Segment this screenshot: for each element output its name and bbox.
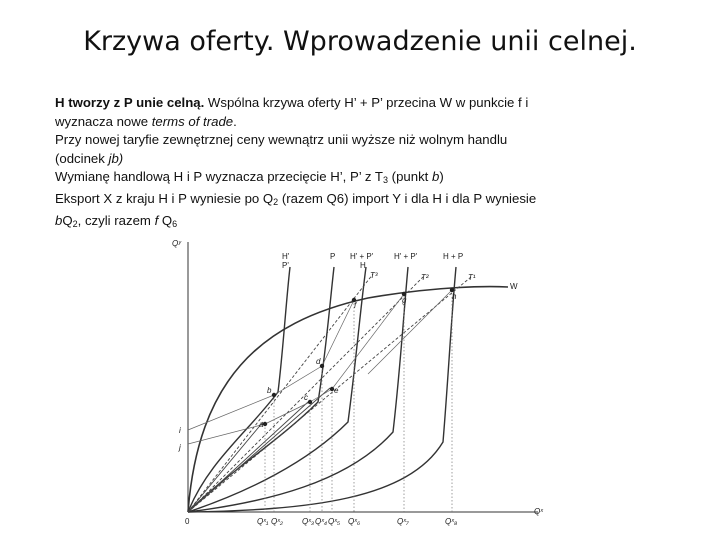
text-italic: b [432,169,440,185]
x-tick-q3: Qˣ₃ [302,517,315,526]
ray-to-c [188,402,308,512]
text-span: (odcinek [55,150,109,166]
line-g-h [368,290,452,374]
curve-label-w: W [510,282,518,291]
x-tick-q1: Qˣ₁ [257,517,269,526]
text-span: (razem Q6) import Y i dla H i dla P wyniesie [278,190,537,206]
point-label-i: i [179,426,181,435]
text-line-6 [55,190,665,212]
points [263,288,454,426]
point-a [263,422,267,426]
text-span: Wspólna krzywa oferty H’ + P’ przecina W w punkcie f i [204,95,529,110]
curve-label-hp: H + P [443,252,464,261]
text-italic: jb) [108,150,124,166]
offer-curve-diagram [168,232,568,530]
curve-label-p: P [330,252,336,261]
helper-lines [188,290,452,444]
text-span: ) [439,169,444,185]
x-tick-q5: Qˣ₅ [328,517,341,526]
curve-label-p-prime-bottom: P' [282,261,289,270]
x-axis-label: Qˣ [534,507,543,516]
point-label-d: d [316,357,321,366]
text-span: Eksport X z kraju H i P wyniesie po Q [55,190,274,206]
text-subscript: 2 [72,218,78,229]
text-span: Q [62,212,73,228]
x-tick-labels [257,517,458,526]
point-label-h: h [452,292,457,301]
text-line-4 [55,150,665,169]
point-b [272,393,276,397]
curve-p [188,267,334,512]
text-span: wyznacza nowe [55,113,152,129]
text-span: . [233,113,237,129]
text-line-3: Przy nowej taryfie zewnętrznej ceny wewnątrz unii wyższe niż wolnym handlu [55,132,508,148]
line-b-d [274,366,322,395]
point-label-f: f [354,301,357,310]
x-tick-q4: Qˣ₄ [315,517,328,526]
text-line-1 [55,94,665,113]
text-italic: f [154,212,159,228]
curve-label-h-prime-top: H' [282,252,290,261]
curve-w [188,287,508,512]
x-tick-q2: Qˣ₂ [271,517,283,526]
tot-label-t2: T² [421,273,429,282]
solid-rays [188,388,330,512]
x-tick-q8: Qˣ₈ [445,517,458,526]
curve-label-h: H [360,261,366,270]
slide-title: Krzywa oferty. Wprowadzenie unii celnej. [83,26,637,57]
text-span: , czyli razem [77,212,155,228]
tot-label-t3: T³ [370,271,378,280]
point-label-b: b [267,386,272,395]
curve-label-hp-prime-sum: H' + P' [350,252,374,261]
drop-lines [265,290,452,512]
y-axis-label: Qʸ [172,239,182,248]
curve-hp-prime-sum-2 [188,267,408,512]
point-c [308,400,312,404]
curve-label-hp-prime-sum-2: H' + P' [394,252,418,261]
tot-label-t1: T¹ [468,273,476,282]
text-italic: b [55,212,63,228]
text-span: Wymianę handlową H i P wyznacza przecięcie H’, P’ z T [55,169,383,185]
x-tick-q7: Qˣ₇ [397,517,409,526]
text-line-2 [55,113,665,132]
text-subscript: 6 [172,218,178,229]
ray-to-e [188,388,330,512]
text-subscript: 2 [273,196,279,207]
text-span: Q [158,212,173,228]
origin-label: 0 [185,517,190,526]
text-span: (punkt [388,169,432,185]
text-line-7 [55,212,665,234]
text-bold-intro: H tworzy z P unie celną. [55,95,205,110]
point-label-c: c [304,393,308,402]
curve-hp-prime-sum [188,267,366,512]
point-d [320,364,324,368]
text-subscript: 3 [383,175,389,186]
axes [188,242,538,512]
point-label-j: j [179,443,181,452]
x-tick-q6: Qˣ₆ [348,517,361,526]
point-label-e: e [334,386,339,395]
point-label-g: g [402,296,407,305]
slide-body-text [55,94,665,233]
text-line-5 [55,168,665,190]
tot-line-t3 [188,274,373,512]
text-italic: terms of trade [151,113,234,129]
point-label-a: a [259,420,264,429]
